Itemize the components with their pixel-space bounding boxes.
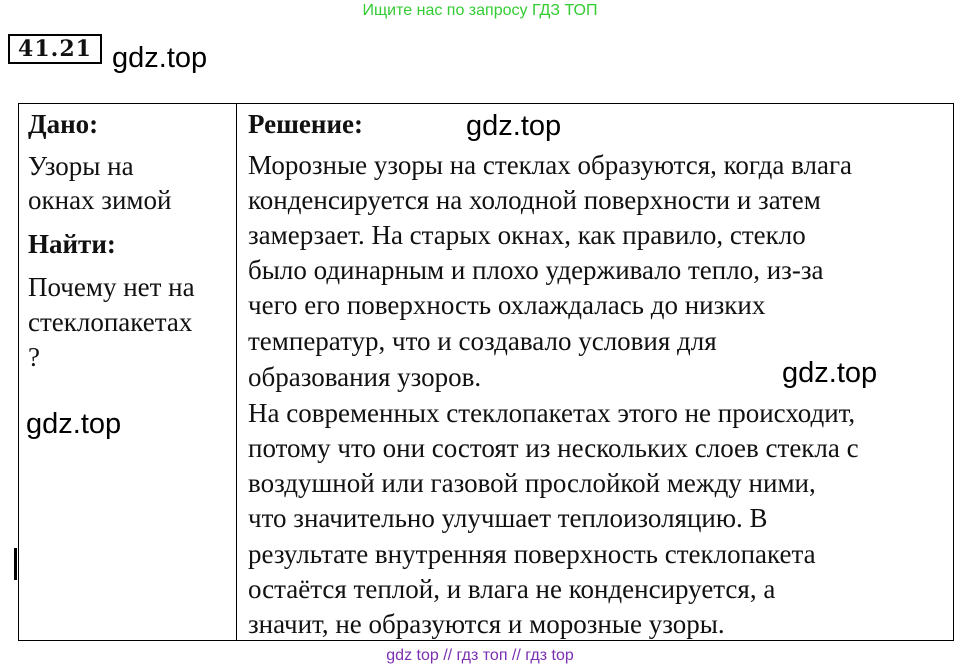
solution-line: образования узоров.	[248, 362, 482, 392]
solution-line: было одинарным и плохо удерживало тепло, из-за	[248, 255, 824, 285]
solution-line: воздушной или газовой прослойкой между ними,	[248, 468, 816, 498]
solution-line: что значительно улучшает теплоизоляцию. В	[248, 503, 768, 533]
solution-line: потому что они состоят из нескольких слоев стекла с	[248, 433, 859, 463]
solution-line: конденсируется на холодной поверхности и затем	[248, 185, 821, 215]
watermark: gdz.top	[466, 110, 562, 142]
solution-heading: Решение:	[248, 109, 363, 139]
solution-line: Морозные узоры на стеклах образуются, когда влага	[248, 150, 853, 180]
solution-line: На современных стеклопакетах этого не происходит,	[248, 398, 856, 428]
given-line: Узоры на	[28, 151, 134, 181]
bottom-banner[interactable]: gdz top // гдз топ // гдз top	[386, 647, 574, 664]
task-number: 41.21	[8, 34, 102, 64]
solution-line: остаётся теплой, и влага не конденсируется, а	[248, 574, 776, 604]
find-heading: Найти:	[28, 229, 116, 259]
given-heading: Дано:	[28, 109, 99, 139]
find-line: стеклопакетах	[28, 307, 193, 337]
table-divider	[236, 103, 237, 641]
watermark: gdz.top	[112, 42, 208, 74]
given-line: окнах зимой	[28, 185, 172, 215]
solution-line: температур, что и создавало условия для	[248, 326, 717, 356]
solution-line: замерзает. На старых окнах, как правило, стекло	[248, 220, 806, 250]
find-line: Почему нет на	[28, 272, 195, 302]
watermark: gdz.top	[782, 357, 878, 389]
solution-line: чего его поверхность охлаждалась до низких	[248, 290, 766, 320]
watermark: gdz.top	[26, 408, 122, 440]
solution-line: результате внутренняя поверхность стеклопакета	[248, 539, 816, 569]
top-banner: Ищите нас по запросу ГДЗ ТОП	[362, 2, 598, 19]
find-line: ?	[28, 342, 40, 372]
edge-mark	[14, 548, 17, 580]
solution-line: значит, не образуются и морозные узоры.	[248, 609, 725, 639]
